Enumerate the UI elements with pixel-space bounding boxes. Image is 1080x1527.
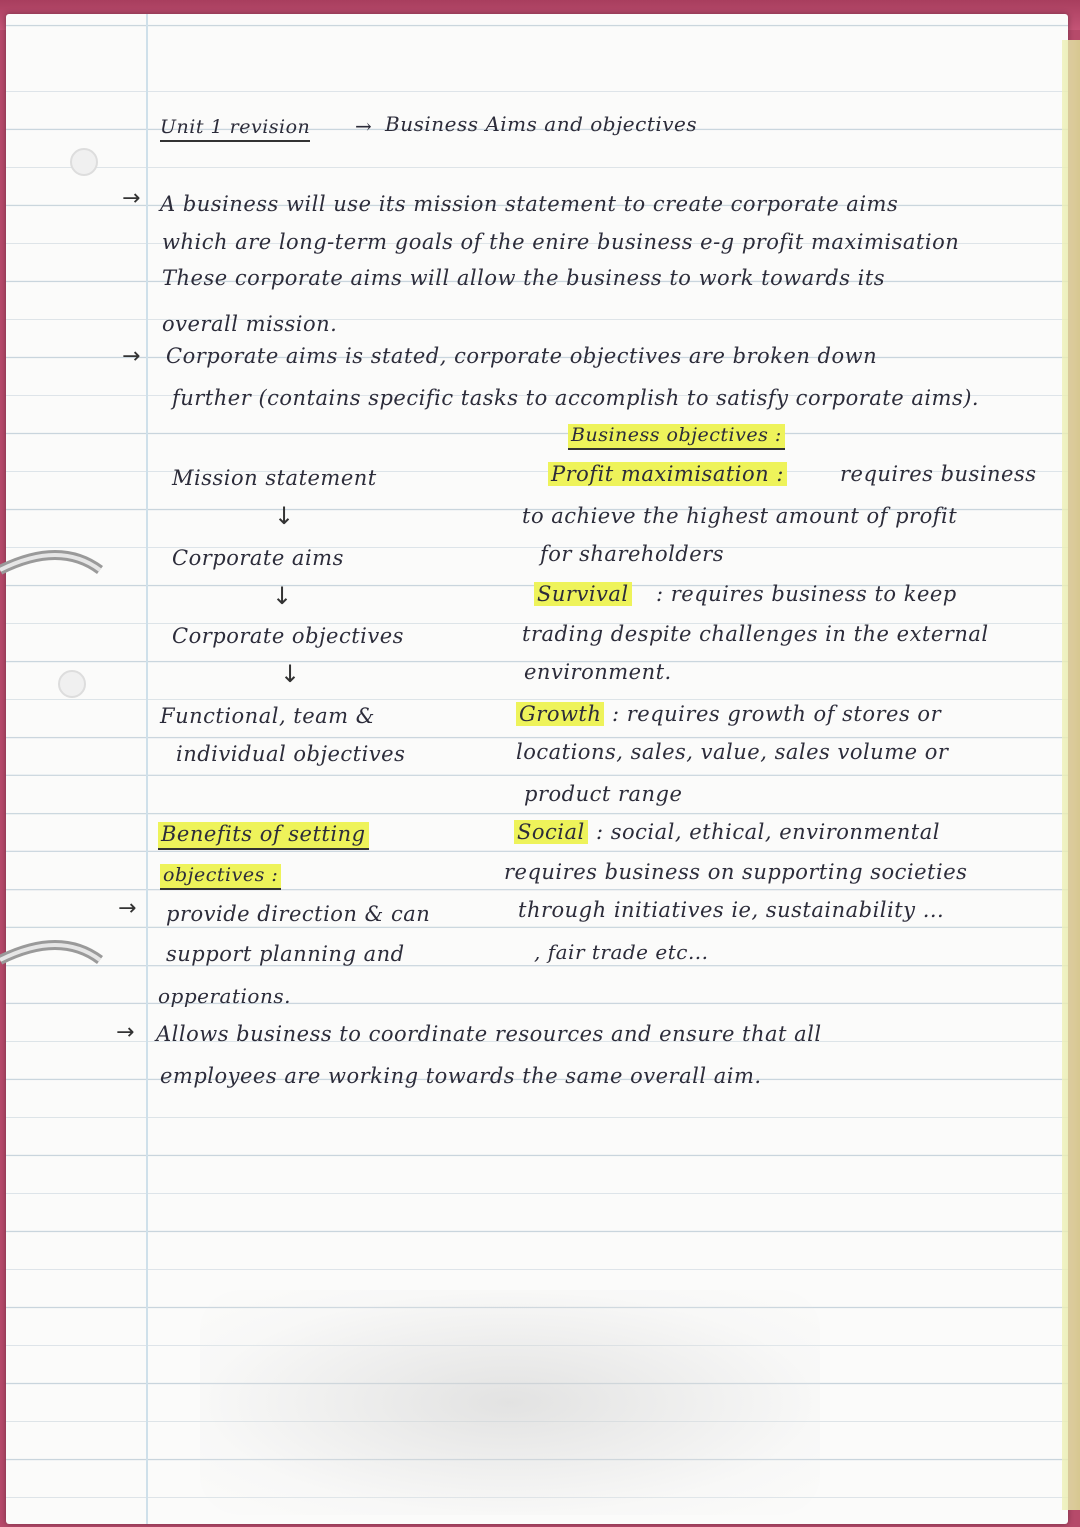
survival-text: environment.	[524, 660, 672, 684]
intro-line: Corporate aims is stated, corporate objectives are broken down	[166, 344, 878, 368]
business-objectives-heading: Business objectives :	[568, 424, 785, 450]
profit-text: for shareholders	[540, 542, 724, 566]
hierarchy-corporate-aims: Corporate aims	[172, 546, 344, 570]
bullet-arrow-icon: →	[122, 344, 141, 369]
header-arrow: →	[355, 114, 373, 138]
intro-line: These corporate aims will allow the business to work towards its	[162, 266, 886, 290]
margin-line	[146, 14, 148, 1524]
hierarchy-mission: Mission statement	[172, 466, 377, 490]
intro-line: which are long-term goals of the enire business e-g profit maximisation	[162, 230, 960, 254]
bullet-arrow-icon: →	[116, 1020, 135, 1045]
hierarchy-corporate-objectives: Corporate objectives	[172, 624, 404, 648]
growth-label: Growth	[516, 702, 604, 726]
down-arrow-icon: ↓	[274, 502, 295, 530]
benefit-line: support planning and	[166, 942, 405, 966]
growth-text: : requires growth of stores or	[612, 702, 942, 726]
survival-label: Survival	[534, 582, 632, 606]
punch-hole	[58, 670, 86, 698]
paper-smudge	[200, 1290, 820, 1515]
survival-text: : requires business to keep	[656, 582, 957, 606]
profit-text: to achieve the highest amount of profit	[522, 504, 958, 528]
punch-hole	[70, 148, 98, 176]
growth-text: locations, sales, value, sales volume or	[516, 740, 949, 764]
intro-line: A business will use its mission statement to create corporate aims	[160, 192, 899, 216]
topic-title: Business Aims and objectives	[385, 112, 698, 136]
benefits-heading: objectives :	[160, 864, 281, 890]
benefit-line: opperations.	[158, 984, 291, 1008]
benefits-heading: Benefits of setting	[158, 822, 369, 850]
intro-line: overall mission.	[162, 312, 338, 336]
social-text: , fair trade etc...	[534, 940, 709, 964]
profit-text: requires business	[840, 462, 1037, 486]
binder-ring	[0, 930, 110, 990]
intro-line: further (contains specific tasks to accomplish to satisfy corporate aims).	[172, 386, 980, 410]
social-label: Social	[514, 820, 588, 844]
bullet-arrow-icon: →	[122, 186, 141, 211]
unit-title: Unit 1 revision	[160, 116, 310, 142]
benefit-line: Allows business to coordinate resources and ensure that all	[156, 1022, 822, 1046]
divider-tabs	[1062, 40, 1080, 1510]
benefit-line: employees are working towards the same overall aim.	[160, 1064, 762, 1088]
bullet-arrow-icon: →	[118, 896, 137, 921]
social-text: through initiatives ie, sustainability ...	[518, 898, 945, 922]
binder-ring	[0, 540, 110, 600]
down-arrow-icon: ↓	[280, 660, 301, 688]
hierarchy-individual: individual objectives	[176, 742, 406, 766]
social-text: requires business on supporting societies	[504, 860, 968, 884]
profit-label: Profit maximisation :	[548, 462, 787, 486]
social-text: : social, ethical, environmental	[596, 820, 940, 844]
growth-text: product range	[524, 782, 683, 806]
hierarchy-functional: Functional, team &	[160, 704, 375, 728]
benefit-line: provide direction & can	[166, 902, 431, 926]
survival-text: trading despite challenges in the external	[522, 622, 989, 646]
down-arrow-icon: ↓	[272, 582, 293, 610]
